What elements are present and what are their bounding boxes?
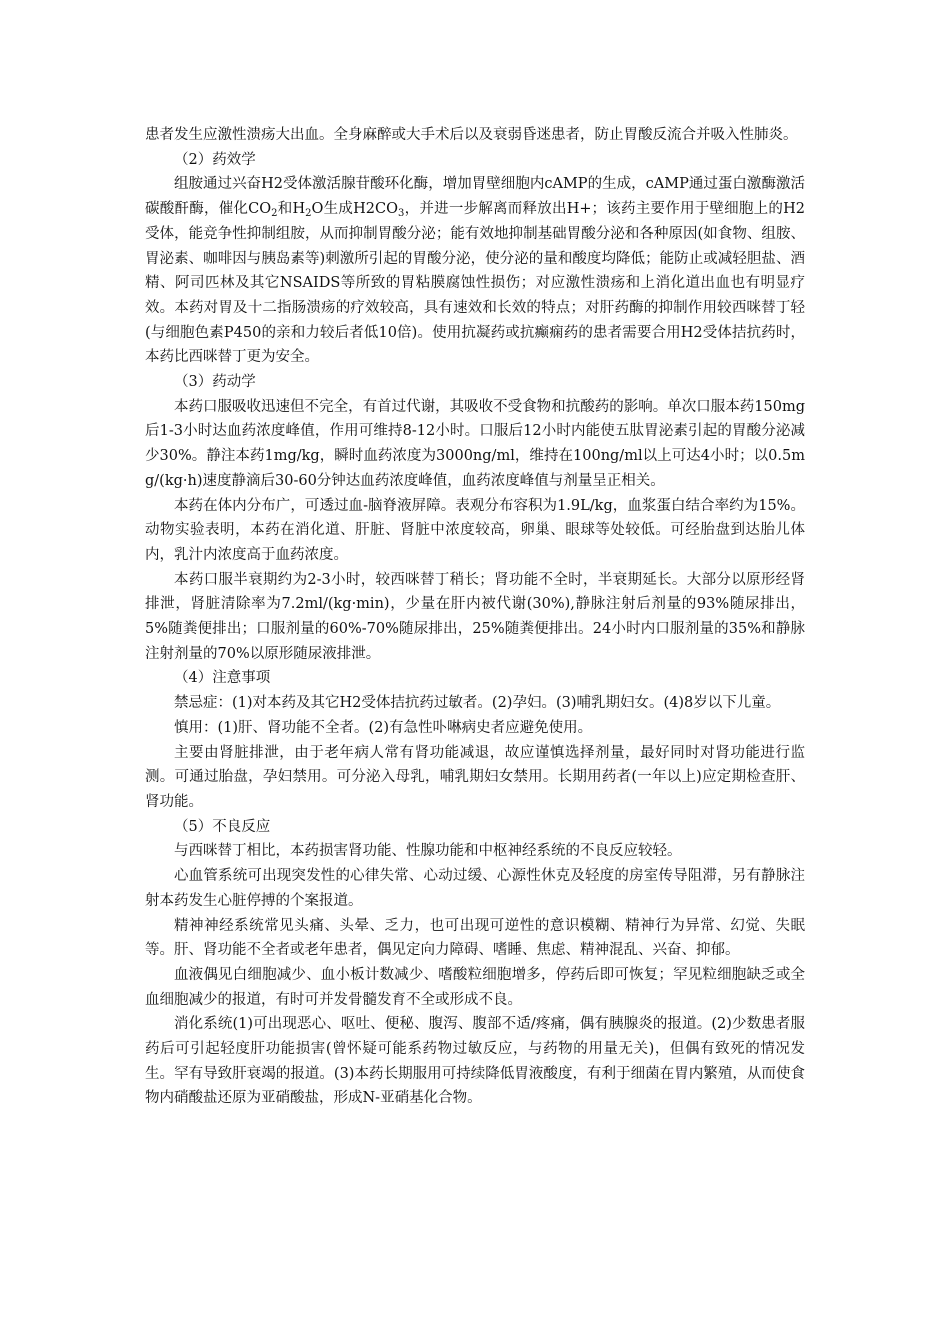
paragraph-cautions: 慎用：(1)肝、肾功能不全者。(2)有急性卟啉病史者应避免使用。: [174, 719, 593, 736]
paragraph-distribution: 本药在体内分布广，可透过血-脑脊液屏障。表观分布容积为1.9L/kg，血浆蛋白结合率约为15%。动物实验表明，本药在消化道、肝脏、肾脏中浓度较高，卵巢、眼球等处较低。可经胎盘到达胎儿体内，乳汁内浓度高于血药浓度。: [145, 497, 805, 563]
paragraph-pharmacodynamics: 组胺通过兴奋H2受体激活腺苷酸环化酶，增加胃壁细胞内cAMP的生成，cAMP通过蛋白激酶激活碳酸酐酶，催化$CO_2$和$H_2O$生成$H2CO_3$，并进一步解离而释放出H+；该药主要作用于壁细胞上的H2受体，能竞争性抑制组胺，从而抑制胃酸分泌；能有效地抑制基础胃酸分泌和各种原因(如食物、组胺、胃泌素、咖啡因与胰岛素等)刺激所引起的胃酸分泌，使分泌的量和酸度均降低；能防止或减轻胆盐、酒精、阿司匹林及其它NSAIDS等所致的胃粘膜腐蚀性损伤；对应激性溃疡和上消化道出血也有明显疗效。本药对胃及十二指肠溃疡的疗效较高，具有速效和长效的特点；对肝药酶的抑制作用较西咪替丁轻(与细胞色素P450的亲和力较后者低10倍)。使用抗凝药或抗癫痫药的患者需要合用H2受体拮抗药时，本药比西咪替丁更为安全。: [145, 176, 805, 366]
paragraph-intro: 患者发生应激性溃疡大出血。全身麻醉或大手术后以及衰弱昏迷患者，防止胃酸反流合并吸入性肺炎。: [145, 127, 798, 143]
document-body: [145, 123, 805, 1111]
section-heading-adverse-reactions: （5）不良反应: [174, 818, 271, 835]
paragraph-cardiovascular: 心血管系统可出现突发性的心律失常、心动过缓、心源性休克及轻度的房室传导阻滞，另有静脉注射本药发生心脏停搏的个案报道。: [145, 868, 805, 909]
section-heading-pharmacodynamics: （2）药效学: [174, 151, 256, 168]
paragraph-absorption: 本药口服吸收迅速但不完全，有首过代谢，其吸收不受食物和抗酸药的影响。单次口服本药150mg后1-3小时达血药浓度峰值，作用可维持8-12小时。口服后12小时内能使五肽胃泌素引起的胃酸分泌减少30%。静注本药1mg/kg，瞬时血药浓度为3000ng/ml，维持在100ng/ml以上可达4小时；以0.5mg/(kg·h)速度静滴后30-60分钟达血药浓度峰值，血药浓度峰值与剂量呈正相关。: [145, 398, 805, 489]
paragraph-digestive: 消化系统(1)可出现恶心、呕吐、便秘、腹泻、腹部不适/疼痛，偶有胰腺炎的报道。(2)少数患者服药后可引起轻度肝功能损害(曾怀疑可能系药物过敏反应，与药物的用量无关)，但偶有致死的情况发生。罕有导致肝衰竭的报道。(3)本药长期服用可持续降低胃液酸度，有利于细菌在胃内繁殖，从而使食物内硝酸盐还原为亚硝酸盐，形成N-亚硝基化合物。: [145, 1016, 805, 1107]
paragraph-blood: 血液偶见白细胞减少、血小板计数减少、嗜酸粒细胞增多，停药后即可恢复；罕见粒细胞缺乏或全血细胞减少的报道，有时可并发骨髓发育不全或形成不良。: [145, 966, 805, 1008]
paragraph-neuro: 精神神经系统常见头痛、头晕、乏力，也可出现可逆性的意识模糊、精神行为异常、幻觉、失眠等。肝、肾功能不全者或老年患者，偶见定向力障碍、嗜睡、焦虑、精神混乱、兴奋、抑郁。: [145, 917, 805, 959]
paragraph-comparison: 与西咪替丁相比，本药损害肾功能、性腺功能和中枢神经系统的不良反应较轻。: [174, 843, 682, 860]
section-heading-precautions: （4）注意事项: [174, 670, 271, 687]
paragraph-contraindications: 禁忌症：(1)对本药及其它H2受体拮抗药过敏者。(2)孕妇。(3)哺乳期妇女。(4)8岁以下儿童。: [174, 695, 781, 712]
paragraph-renal-notes: 主要由肾脏排泄，由于老年病人常有肾功能减退，故应谨慎选择剂量，最好同时对肾功能进行监测。可通过胎盘，孕妇禁用。可分泌入母乳，哺乳期妇女禁用。长期用药者(一年以上)应定期检查肝、肾功能。: [145, 744, 805, 810]
section-heading-pharmacokinetics: （3）药动学: [174, 374, 256, 391]
paragraph-elimination: 本药口服半衰期约为2-3小时，较西咪替丁稍长；肾功能不全时，半衰期延长。大部分以原形经肾排泄，肾脏清除率为7.2ml/(kg·min)，少量在肝内被代谢(30%),静脉注射后剂量的93%随尿排出，5%随粪便排出；口服剂量的60%-70%随尿排出，25%随粪便排出。24小时内口服剂量的35%和静脉注射剂量的70%以原形随尿液排泄。: [145, 571, 805, 662]
